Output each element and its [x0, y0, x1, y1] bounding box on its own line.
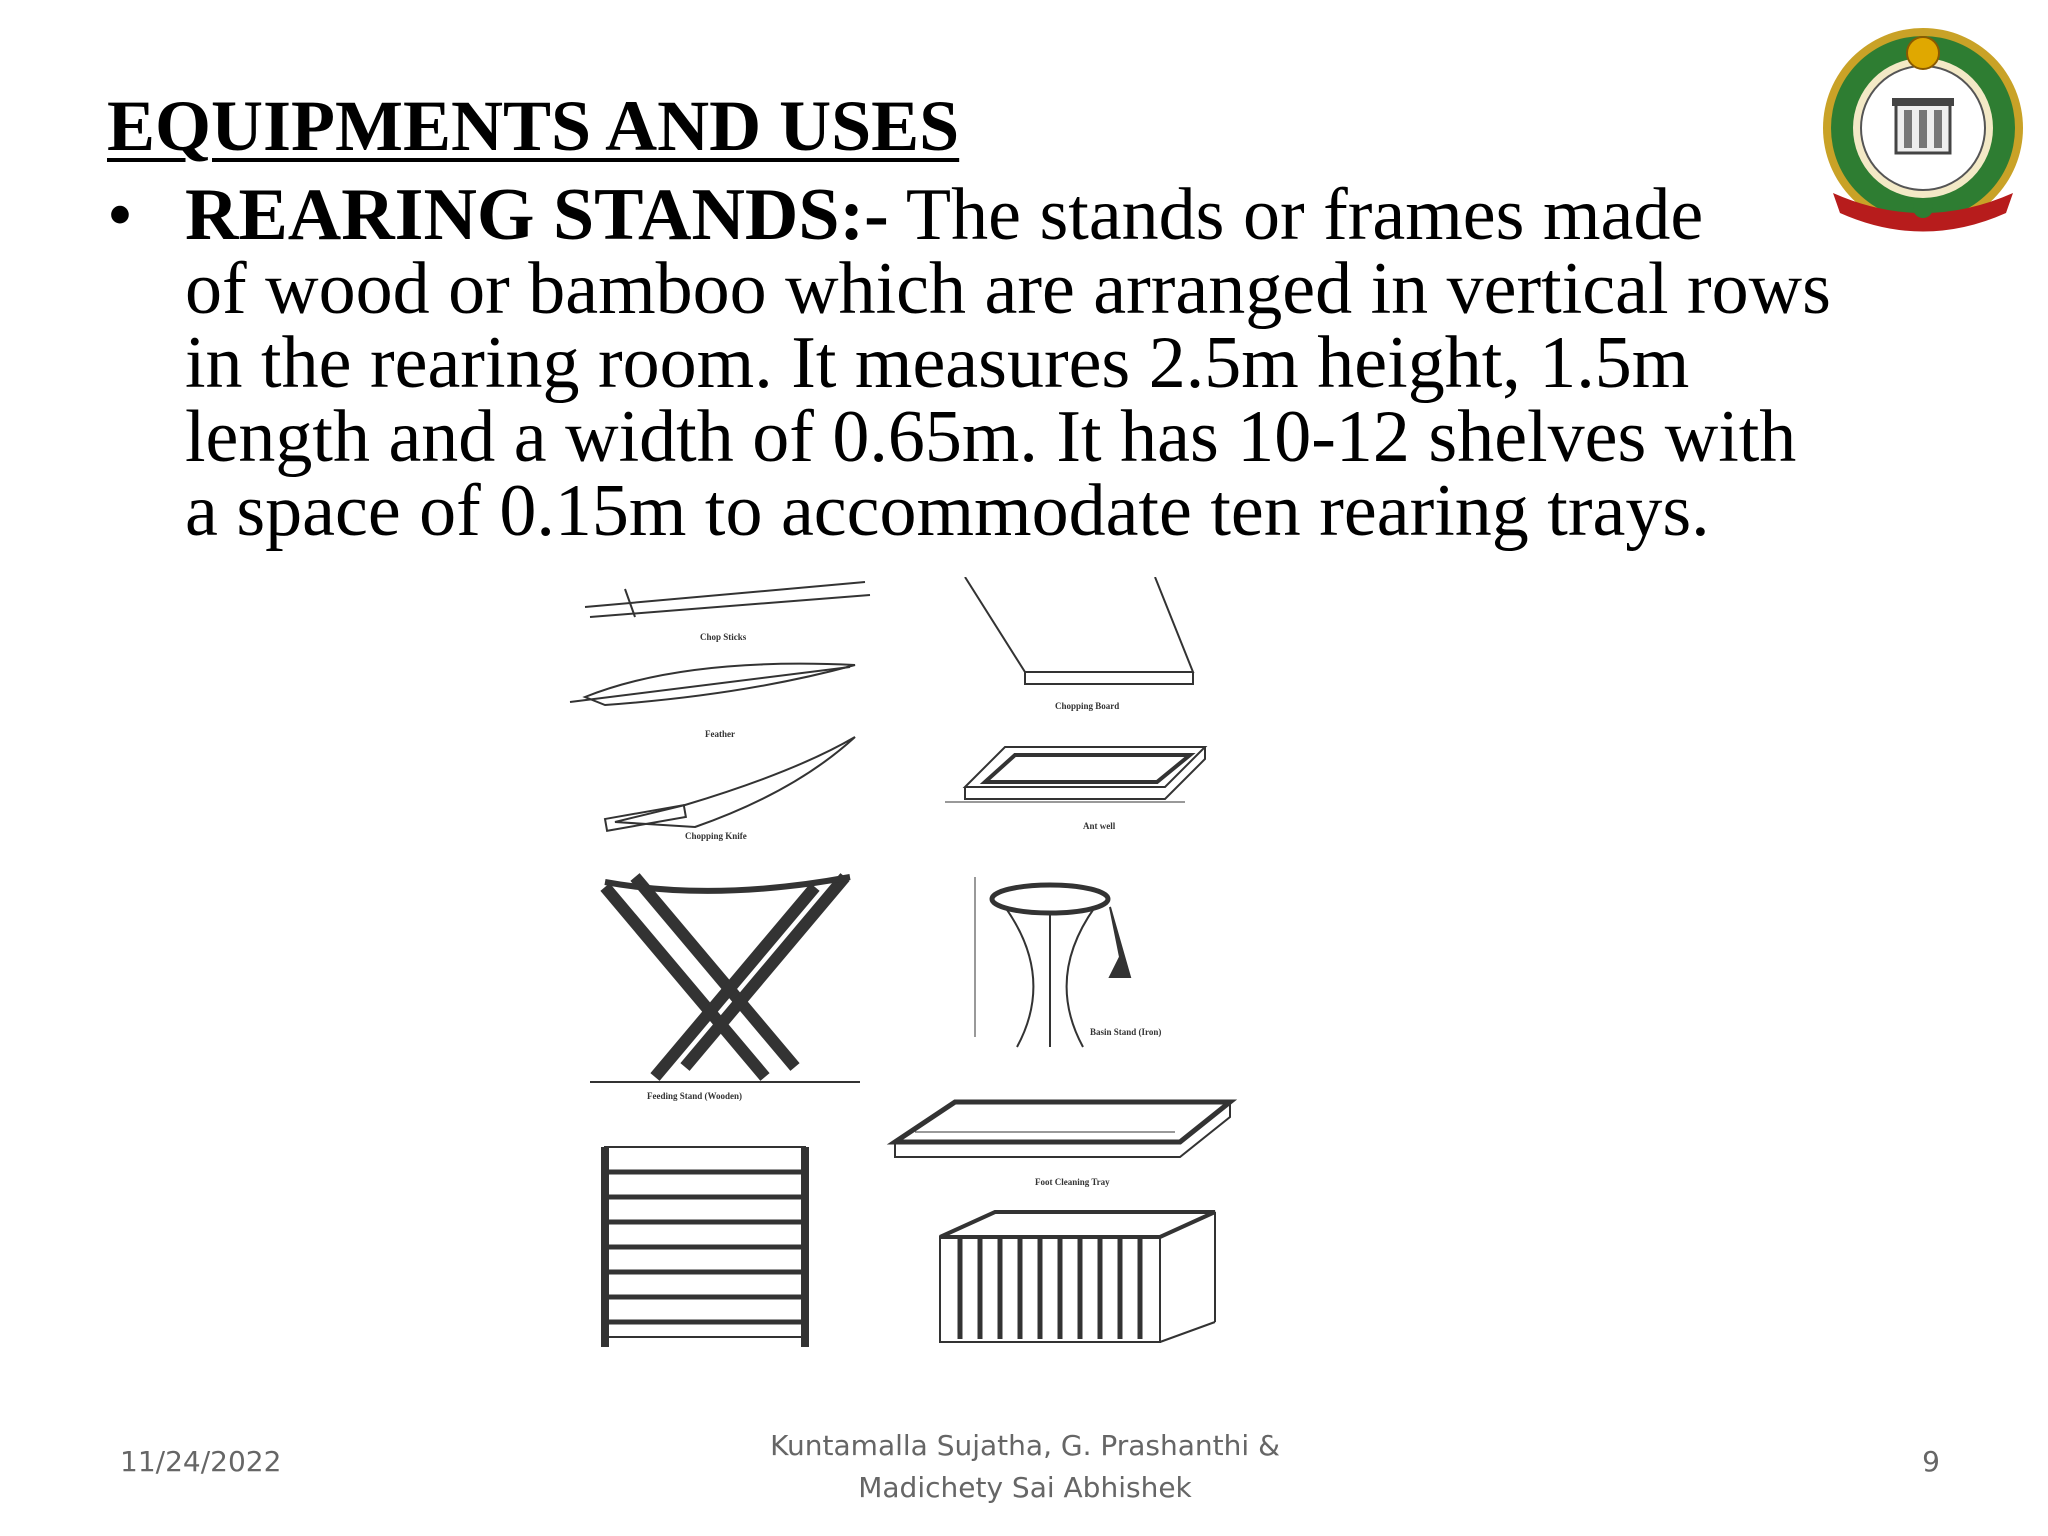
chop-sticks-drawing — [585, 582, 870, 617]
label-basin-stand: Basin Stand (Iron) — [1090, 1027, 1162, 1037]
bullet-line-5: a space of 0.15m to accommodate ten rearing trays. — [185, 470, 1710, 552]
bullet-line-4: length and a width of 0.65m. It has 10-12 shelves with — [185, 396, 1797, 478]
footer-date: 11/24/2022 — [120, 1445, 282, 1478]
label-foot-cleaning-tray: Foot Cleaning Tray — [1035, 1177, 1110, 1187]
slide-number: 9 — [1922, 1445, 1940, 1478]
label-ant-well: Ant well — [1083, 821, 1116, 831]
basin-stand-drawing — [975, 877, 1130, 1047]
footer-authors-line-1: Kuntamalla Sujatha, G. Prashanthi & — [770, 1429, 1280, 1462]
label-chop-sticks: Chop Sticks — [700, 632, 747, 642]
chopping-knife-drawing — [605, 737, 855, 831]
rearing-stand-drawing — [605, 1147, 805, 1347]
bullet-line-1-text: The stands or frames made — [888, 174, 1704, 256]
label-feather: Feather — [705, 729, 735, 739]
bullet-marker: • — [107, 174, 133, 256]
chopping-board-drawing — [965, 577, 1193, 684]
slide-title: EQUIPMENTS AND USES — [107, 86, 960, 166]
feeding-stand-drawing — [590, 877, 860, 1082]
bullet-line-3: in the rearing room. It measures 2.5m height, 1.5m — [185, 322, 1690, 404]
university-seal-logo — [1808, 18, 2038, 244]
bullet-line-2: of wood or bamboo which are arranged in vertical rows — [185, 248, 1831, 330]
label-feeding-stand: Feeding Stand (Wooden) — [647, 1091, 743, 1101]
crate-drawing — [940, 1212, 1215, 1342]
equipment-illustration — [565, 577, 1270, 1352]
footer-authors — [700, 1425, 1350, 1509]
bullet-text — [185, 174, 1831, 552]
footer-authors-line-2: Madichety Sai Abhishek — [858, 1471, 1192, 1504]
bullet-line-1 — [185, 174, 1831, 256]
label-chopping-board: Chopping Board — [1055, 701, 1120, 711]
feather-drawing — [570, 664, 855, 705]
label-chopping-knife: Chopping Knife — [685, 831, 747, 841]
foot-cleaning-tray-drawing — [895, 1102, 1230, 1157]
bullet-term: REARING STANDS:- — [185, 174, 889, 256]
ant-well-drawing — [945, 747, 1205, 802]
